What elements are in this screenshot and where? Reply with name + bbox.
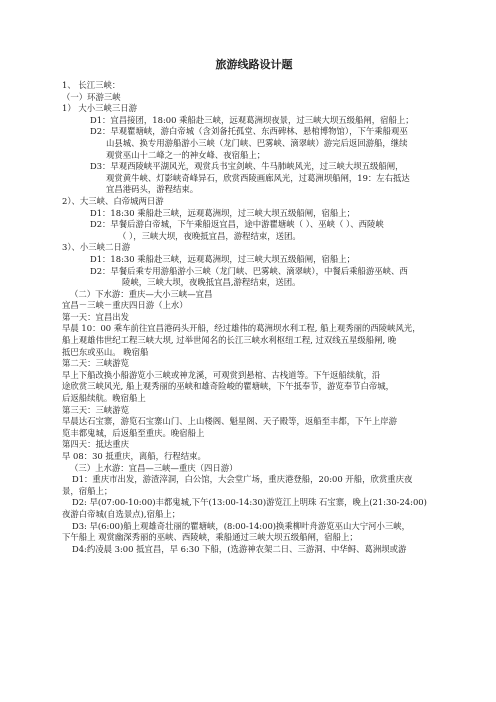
- text-line: D3: 早(6:00)船上观雄奇壮丽的瞿塘峡，(8:00-14:00)换乘柳叶舟游览巫山大宁河小三峡，: [72, 520, 411, 531]
- text-line: 宜昌港码头，游程结束。: [106, 184, 199, 195]
- text-line: 船上观雄伟世纪工程三峡大坝, 过举世闻名的长江三峡水利枢纽工程, 过双线五星级船闸, 晚: [62, 335, 397, 346]
- text-line: （ ），三峡大坝，夜晚抵宜昌，游程结束，送团。: [118, 230, 301, 241]
- text-line: 夜游白帝城(自选景点),宿船上；: [62, 508, 181, 519]
- text-line: 3）、小三峡二日游: [62, 242, 131, 253]
- text-line: 观赏黄牛峡、灯影峡奇峰异石，欣赏西陵画廊风光，过葛洲坝船闸，19：左右抵达: [106, 172, 410, 183]
- text-line: 第四天：抵达重庆: [62, 439, 129, 450]
- text-line: D1：重庆市出发，游渣滓洞，白公馆，大会堂广场，重庆港登船，20:00 开船，欣赏重庆夜: [72, 474, 413, 485]
- text-line: 第三天：三峡游览: [62, 404, 129, 415]
- text-line: D1：18:30 乘船赴三峡，远观葛洲坝，过三峡大坝五级船闸，宿船上；: [90, 207, 355, 218]
- text-line: 后返船续航。晚宿船上: [62, 393, 146, 404]
- text-line: D2：早观瞿塘峡，游白帝城（含刘备托孤堂、东西碑林、悬棺博物馆），下午乘船观巫: [90, 126, 408, 137]
- text-line: D2: 早(07:00-10:00)丰都鬼城,下午(13:00-14:30)游览江上明珠 石宝寨，晚上(21:30-24:00): [72, 497, 427, 508]
- text-line: 陵峡，三峡大坝，夜晚抵宜昌,游程结束，送团。: [122, 277, 301, 288]
- text-line: 观赏巫山十二峰之一的神女峰、夜宿船上；: [106, 149, 266, 160]
- text-line: 途欣赏三峡风光, 船上观秀丽的巫峡和雄奇险峻的瞿塘峡，下午抵奉节，游览奉节白帝城，: [62, 381, 394, 392]
- text-line: 早 08：30 抵重庆，离船，行程结束。: [62, 451, 206, 461]
- text-line: （三）上水游：宜昌—三峡—重庆（四日游）: [70, 462, 238, 473]
- text-line: 早上下船改换小船游览小三峡或神龙溪，可观赏到悬棺、古栈道等。下午返船续航，沿: [62, 369, 381, 380]
- document-body: [62, 80, 446, 555]
- text-line: 抵巴东或巫山。 晚宿船: [62, 346, 149, 357]
- text-line: （一）环游三峡: [62, 91, 121, 102]
- text-line: D4:约凌晨 3:00 抵宜昌，早 6:30 下船，(选游神农架二日、三游洞、中华鲟、葛洲坝或游: [72, 543, 407, 554]
- text-line: 览丰都鬼城，后返船至重庆。晚宿船上: [62, 427, 205, 438]
- text-line: 2）、大三峡、白帝城两日游: [62, 195, 164, 206]
- text-line: 第一天：宜昌出发: [62, 311, 129, 322]
- text-line: 1、 长江三峡：: [62, 80, 121, 90]
- text-line: D2：早餐后乘专用游船游小三峡（龙门峡、巴雾峡、滴翠峡），中餐后乘船游巫峡、西: [90, 265, 408, 276]
- text-line: 下午船上 观赏幽深秀丽的巫峡、西陵峡，乘船通过三峡大坝五级船闸，宿船上；: [62, 532, 358, 543]
- text-line: 山县城、换专用游船游小三峡（龙门峡、巴雾峡、滴翠峡）游完后返回游船，继续: [106, 137, 408, 148]
- text-line: D1：宜昌接团，18:00 乘船赴三峡，远观葛洲坝夜景，过三峡大坝五级船闸，宿船上；: [90, 114, 414, 125]
- text-line: 早晨 10：00 乘车前往宜昌港码头开船，经过雄伟的葛洲坝水利工程, 船上观秀丽的西陵峡风光，: [62, 323, 421, 334]
- text-line: 早晨达石宝寨，游览石宝寨山门、上山楼阁、魁星阁、天子殿等，返船至丰都，下午上岸游: [62, 416, 397, 427]
- text-line: D2：早餐后游白帝城，下午乘船返宜昌，途中游瞿塘峡（ ）、巫峡（ ）、西陵峡: [90, 219, 384, 230]
- text-line: 第二天：三峡游览: [62, 358, 129, 369]
- text-line: 1） 大小三峡三日游: [62, 103, 137, 114]
- text-line: D1：18:30 乘船赴三峡，远观葛洲坝，过三峡大坝五级船闸，宿船上；: [90, 253, 355, 264]
- text-line: D3：早观西陵峡平湖风光，观赏兵书宝剑峡、牛马肺峡风光，过三峡大坝五级船闸，: [90, 161, 404, 172]
- document-title: 旅游线路设计题: [215, 58, 293, 71]
- text-line: 景，宿船上；: [62, 485, 113, 496]
- text-line: 宜昌－三峡－重庆四日游（上水）: [62, 300, 188, 311]
- text-line: （二）下水游：重庆—大小三峡—宜昌: [70, 288, 213, 299]
